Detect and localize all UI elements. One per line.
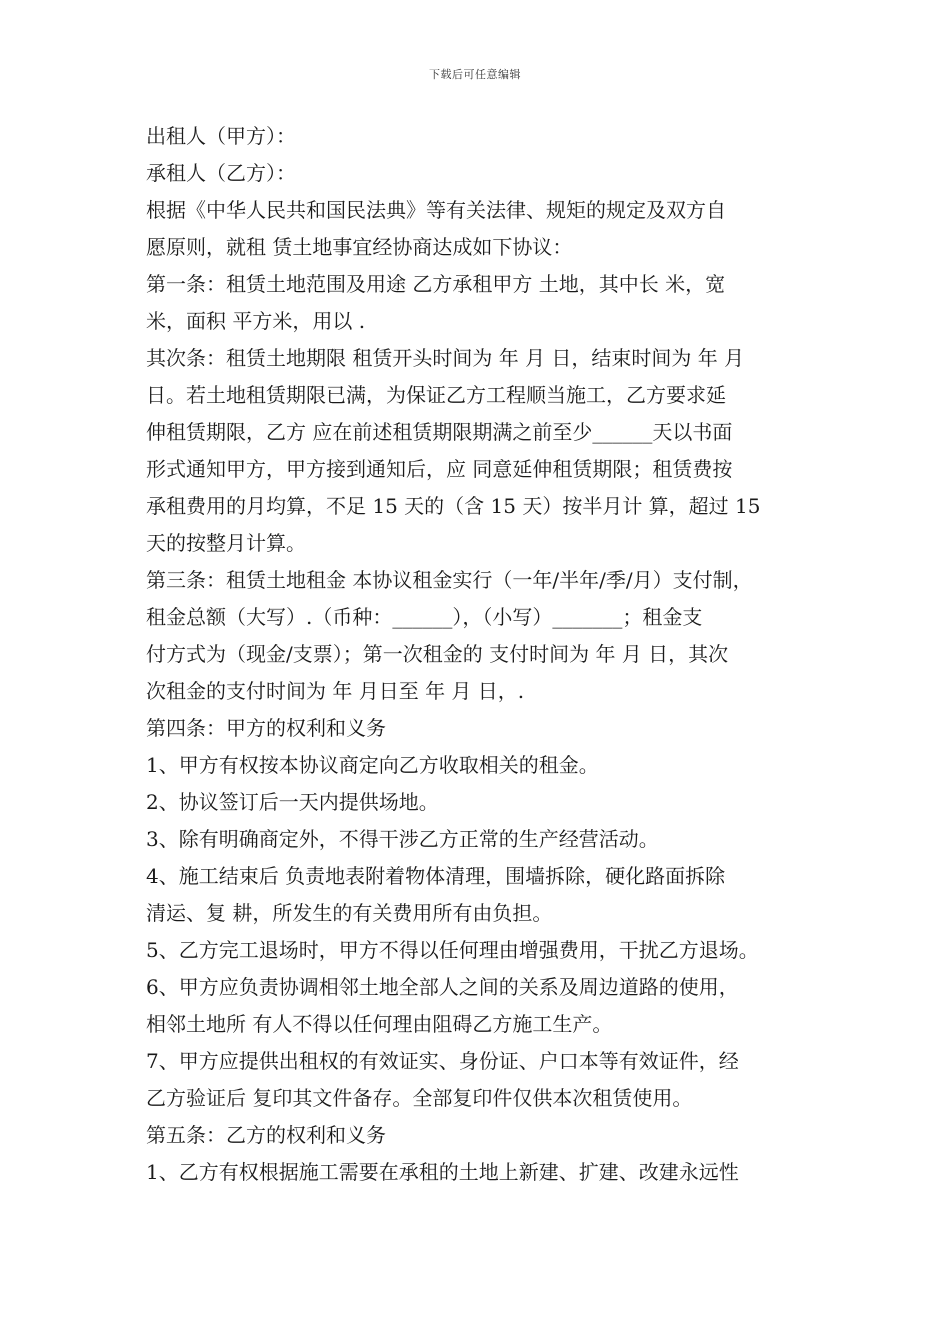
- text-line: 伸租赁期限，乙方 应在前述租赁期限期满之前至少______天以书面: [146, 420, 733, 444]
- list-item: 1、乙方有权根据施工需要在承租的土地上新建、扩建、改建永远性: [146, 1160, 739, 1184]
- party-a-line: 出租人（甲方）：: [146, 124, 296, 148]
- text-line: 租金总额（大写）.（币种：______），（小写）_______；租金支: [146, 605, 703, 629]
- list-item: 7、甲方应提供出租权的有效证实、身份证、户口本等有效证件，经: [146, 1049, 739, 1073]
- text-line: 愿原则，就租 赁土地事宜经协商达成如下协议：: [146, 235, 573, 259]
- text-line: 清运、复 耕，所发生的有关费用所有由负担。: [146, 901, 553, 925]
- list-item: 5、乙方完工退场时，甲方不得以任何理由增强费用，干扰乙方退场。: [146, 938, 759, 962]
- page-header: 下载后可任意编辑: [429, 68, 521, 81]
- text-line: 形式通知甲方，甲方接到通知后，应 同意延伸租赁期限；租赁费按: [146, 457, 733, 481]
- list-item: 6、甲方应负责协调相邻土地全部人之间的关系及周边道路的使用，: [146, 975, 739, 999]
- article-4-heading: 第四条：甲方的权利和义务: [146, 716, 386, 740]
- list-item: 2、协议签订后一天内提供场地。: [146, 790, 439, 814]
- list-item: 4、施工结束后 负责地表附着物体清理，围墙拆除，硬化路面拆除: [146, 864, 726, 888]
- text-line: 日。若土地租赁期限已满，为保证乙方工程顺当施工，乙方要求延: [146, 383, 726, 407]
- text-line: 乙方验证后 复印其文件备存。全部复印件仅供本次租赁使用。: [146, 1086, 693, 1110]
- article-5-heading: 第五条：乙方的权利和义务: [146, 1123, 386, 1147]
- party-b-line: 承租人（乙方）：: [146, 161, 296, 185]
- article-2-line: 其次条：租赁土地期限 租赁开头时间为 年 月 日，结束时间为 年 月: [146, 346, 745, 370]
- text-line: 次租金的支付时间为 年 月日至 年 月 日，.: [146, 679, 525, 703]
- text-line: 米，面积 平方米，用以 .: [146, 309, 366, 333]
- article-3-line: 第三条：租赁土地租金 本协议租金实行（一年/半年/季/月）支付制，: [146, 568, 753, 592]
- text-line: 天的按整月计算。: [146, 531, 306, 555]
- text-line: 付方式为（现金/支票）；第一次租金的 支付时间为 年 月 日，其次: [146, 642, 729, 666]
- text-line: 承租费用的月均算，不足 15 天的（含 15 天）按半月计 算，超过 15: [146, 494, 761, 518]
- list-item: 3、除有明确商定外，不得干涉乙方正常的生产经营活动。: [146, 827, 659, 851]
- text-line: 根据《中华人民共和国民法典》等有关法律、规矩的规定及双方自: [146, 198, 726, 222]
- contract-body: [146, 118, 814, 1191]
- text-line: 相邻土地所 有人不得以任何理由阻碍乙方施工生产。: [146, 1012, 613, 1036]
- article-1-line: 第一条：租赁土地范围及用途 乙方承租甲方 土地，其中长 米，宽: [146, 272, 726, 296]
- list-item: 1、甲方有权按本协议商定向乙方收取相关的租金。: [146, 753, 599, 777]
